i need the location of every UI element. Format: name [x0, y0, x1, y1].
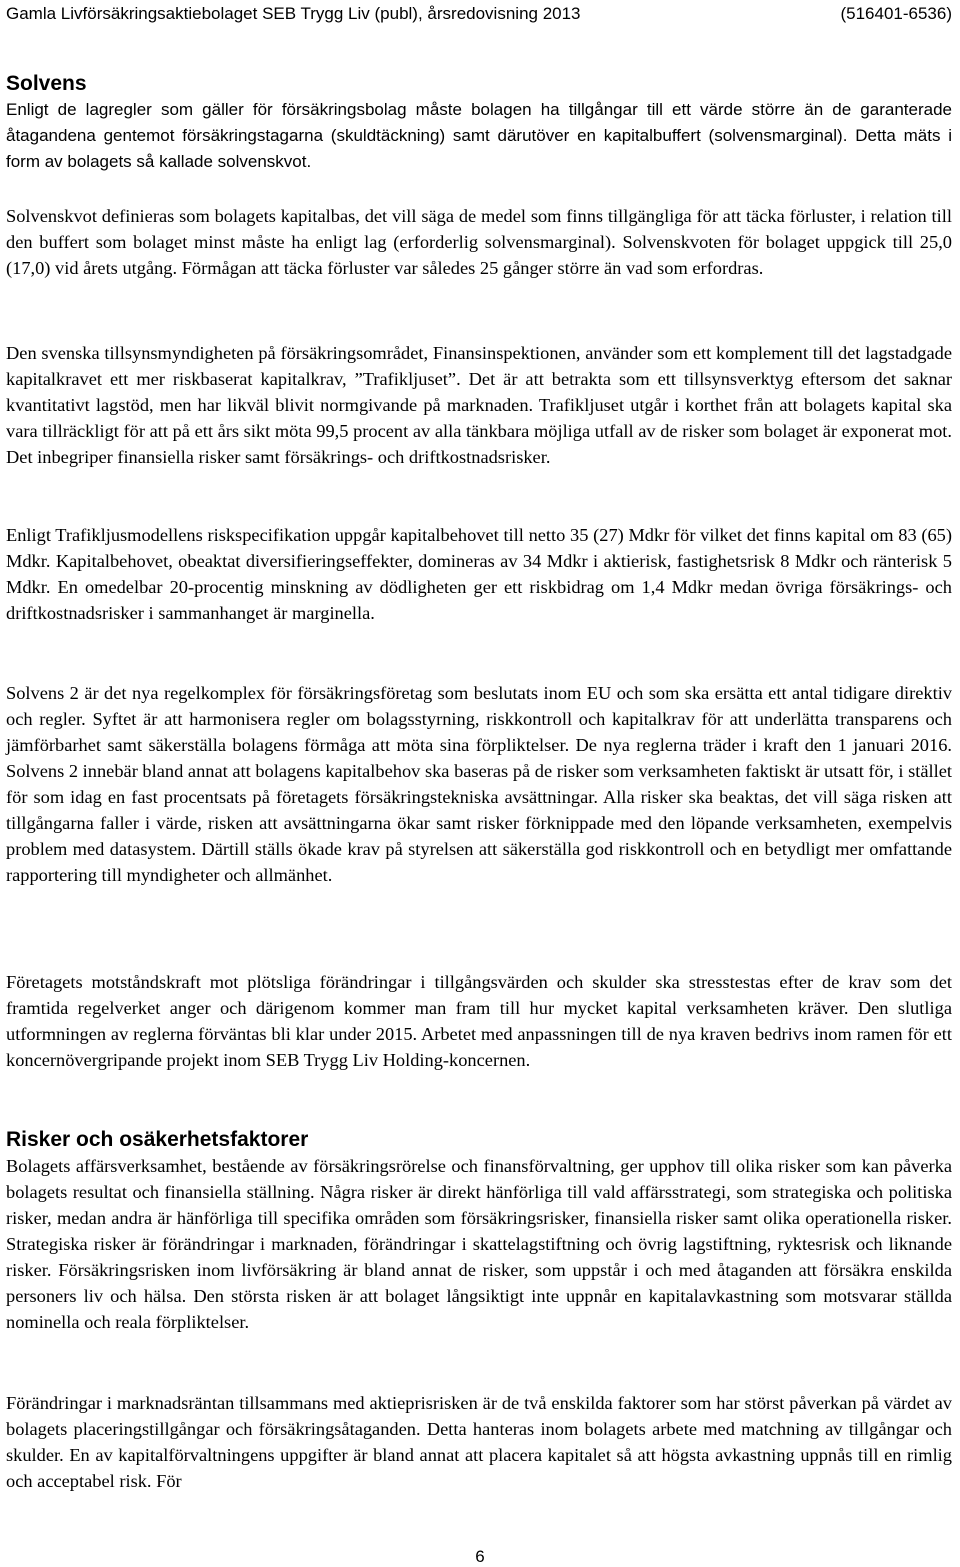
page-number: 6 — [475, 1547, 485, 1566]
running-header — [6, 3, 952, 25]
marknadsranta-paragraph: Förändringar i marknadsräntan tillsammans med aktieprisrisken är de två enskilda faktorer som har störst påverkan på värdet av bolagets placeringstillgångar och försäkringsåtaganden. Detta hanteras inom bolagets arbete med matchning av tillgångar och skulder. En av kapitalförvaltningens uppgifter är bland annat att placera kapitalet så att högsta avkastning uppnås till en rimlig och acceptabel risk. För — [6, 1393, 952, 1491]
section-risker — [6, 1127, 952, 1335]
stresstest-paragraph: Företagets motståndskraft mot plötsliga förändringar i tillgångsvärden och skulder ska stresstestas efter de krav som det framtida regelverket anger och därigenom kommer man fram till hur mycket kapital verksamheten kräver. Den slutliga utformningen av reglerna förväntas bli klar under 2015. Arbetet med anpassningen till de nya kraven bedrivs inom ramen för ett koncernövergripande projekt inom SEB Trygg Liv Holding-koncernen. — [6, 972, 952, 1070]
heading-risker: Risker och osäkerhetsfaktorer — [6, 1128, 309, 1151]
trafikljuset-paragraph: Den svenska tillsynsmyndigheten på försäkringsområdet, Finansinspektionen, använder som ett komplement till det lagstadgade kapitalkravet ett mer riskbaserat kapitalkrav, ”Trafikljuset”. Det är att betrakta som ett tillsynsverktyg eftersom det saknar kvantitativt lagstöd, men har likväl blivit normgivande på marknaden. Trafikljuset utgår i korthet från att bolagets kapital ska vara tillräckligt för att på ett års sikt möta 99,5 procent av alla tänkbara möjliga utfall av de risker som bolaget är exponerat mot. Det inbegriper finansiella risker samt försäkrings- och driftkostnadsrisker. — [6, 343, 952, 467]
solvens-intro-paragraph: Enligt de lagregler som gäller för försäkringsbolag måste bolagen ha tillgångar till ett värde större än de garanterade åtagandena gentemot försäkringstagarna (skuldtäckning) samt därutöver en kapitalbuffert (solvensmarginal). Detta mäts i form av bolagets så kallade solvenskvot. — [6, 100, 952, 171]
header-title: Gamla Livförsäkringsaktiebolaget SEB Trygg Liv (publ), årsredovisning 2013 — [6, 4, 581, 23]
solvenskvot-paragraph: Solvenskvot definieras som bolagets kapitalbas, det vill säga de medel som finns tillgängliga för att täcka förluster, i relation till den buffert som bolaget minst måste ha enligt lag (erforderlig solvensmarginal). Solvenskvoten för bolaget uppgick till 25,0 (17,0) vid årets utgång. Förmågan att täcka förluster var således 25 gånger större än vad som erfordras. — [6, 206, 952, 278]
header-org-number: (516401-6536) — [840, 4, 952, 23]
section-solvens — [6, 71, 952, 175]
heading-solvens: Solvens — [6, 72, 87, 95]
kapitalbehov-paragraph: Enligt Trafikljusmodellens riskspecifikation uppgår kapitalbehovet till netto 35 (27) Mdkr för vilket det finns kapital om 83 (65) Mdkr. Kapitalbehovet, obeaktat diversifieringseffekter, domineras av 34 Mdkr i aktierisk, fastighetsrisk 8 Mdkr och ränterisk 5 Mdkr. En omedelbar 20-procentig minskning av dödligheten ger ett riskbidrag om 1,4 Mdkr medan övriga försäkrings- och driftkostnadsrisker i sammanhanget är marginella. — [6, 525, 952, 623]
risker-paragraph: Bolagets affärsverksamhet, bestående av försäkringsrörelse och finansförvaltning, ger upphov till olika risker som kan påverka bolagets resultat och finansiella ställning. Några risker är direkt hänförliga till vald affärsstrategi, som strategiska och politiska risker, medan andra är hänförliga till specifika områden som försäkringsrisker, finansiella risker samt olika operationella risker. Strategiska risker är förändringar i marknaden, förändringar i skattelagstiftning och övrig lagstiftning, ryktesrisk och liknande risker. Försäkringsrisken inom livförsäkring är bland annat de risker, som uppstår i och med åtaganden att försäkra enskilda personers liv och hälsa. Den största risken är att bolaget långsiktigt inte uppnår en kapitalavkastning som motsvarar ställda nominella och reala förpliktelser. — [6, 1156, 952, 1332]
solvens-2-paragraph: Solvens 2 är det nya regelkomplex för försäkringsföretag som beslutats inom EU och som ska ersätta ett antal tidigare direktiv och regler. Syftet är att harmonisera regler om bolagsstyrning, riskkontroll och kapitalkrav för att underlätta transparens och jämförbarhet samt säkerställa bolagens förmåga att möta sina förpliktelser. De nya reglerna träder i kraft den 1 januari 2016. Solvens 2 innebär bland annat att bolagens kapitalbehov ska baseras på de risker som verksamheten faktiskt är utsatt för, i stället för som idag en fast procentsats på företagets försäkringstekniska avsättningar. Alla risker ska beaktas, det vill säga risken att tillgångarna faller i värde, risken att avsättningarna ökar samt risker förknippade med den löpande verksamheten, exempelvis problem med datasystem. Därtill ställs ökade krav på styrelsen att säkerställa god riskkontroll och en betydligt mer omfattande rapportering till myndigheter och allmänhet. — [6, 683, 952, 885]
